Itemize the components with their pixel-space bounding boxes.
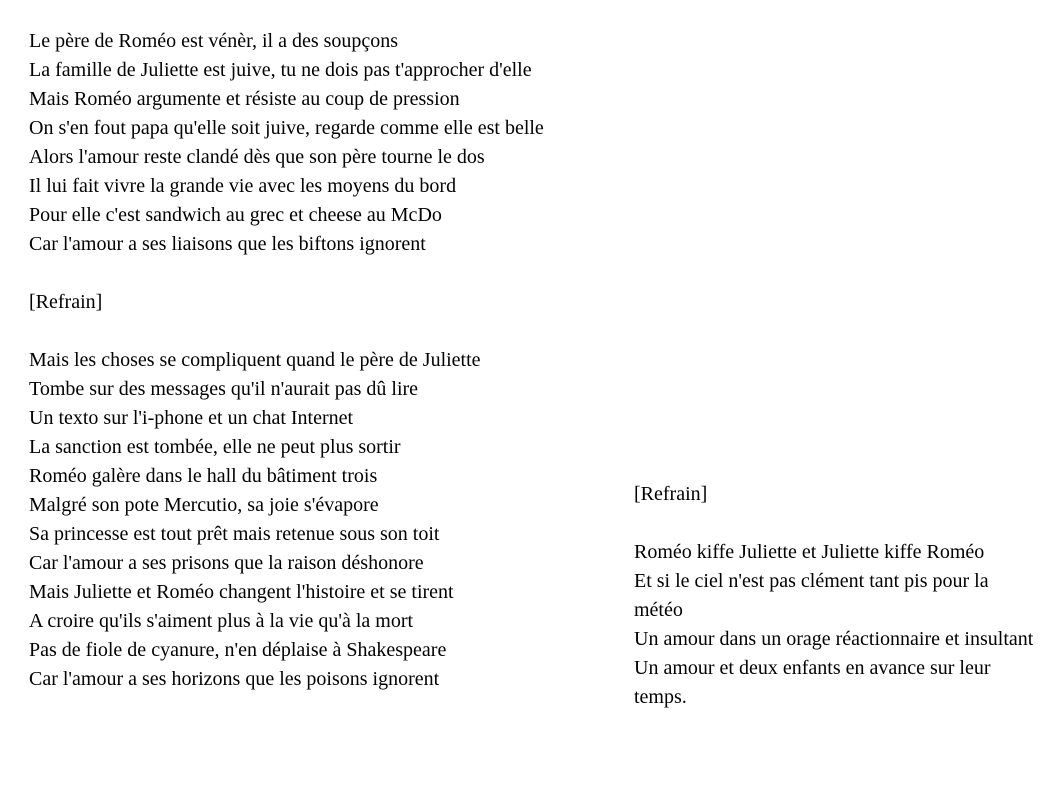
verse-2 [29,27,654,259]
lyric-line: Et si le ciel n'est pas clément tant pis pour la météo [634,570,989,621]
lyric-line: Tombe sur des messages qu'il n'aurait pas dû lire [29,378,419,400]
lyric-line: Pour elle c'est sandwich au grec et cheese au McDo [29,204,442,226]
verse-3 [29,346,654,694]
blank-line [29,317,654,346]
lyric-line: Roméo kiffe Juliette et Juliette kiffe Roméo [634,541,985,563]
lyric-line: Un texto sur l'i-phone et un chat Internet [29,407,354,429]
lyric-line: Car l'amour a ses horizons que les poisons ignorent [29,668,440,690]
lyric-line: Roméo galère dans le hall du bâtiment trois [29,465,378,487]
blank-line [29,259,654,288]
lyric-line: La famille de Juliette est juive, tu ne dois pas t'approcher d'elle [29,59,532,81]
blank-line [634,509,1042,538]
lyric-line: La sanction est tombée, elle ne peut plus sortir [29,436,401,458]
lyric-line: Un amour et deux enfants en avance sur leur temps. [634,657,991,708]
lyric-line: Car l'amour a ses liaisons que les biftons ignorent [29,233,426,255]
lyric-line: Mais Roméo argumente et résiste au coup de pression [29,88,460,110]
lyric-line: Car l'amour a ses prisons que la raison déshonore [29,552,424,574]
lyric-line: Sa princesse est tout prêt mais retenue sous son toit [29,523,440,545]
lyric-line: Il lui fait vivre la grande vie avec les moyens du bord [29,175,457,197]
left-column [29,27,654,694]
lyric-line: Le père de Roméo est vénèr, il a des soupçons [29,30,399,52]
outro [634,538,1042,712]
lyric-line: Un amour dans un orage réactionnaire et insultant [634,628,1034,650]
refrain-marker: [Refrain] [29,291,103,313]
lyric-line: Alors l'amour reste clandé dès que son père tourne le dos [29,146,485,168]
lyric-line: On s'en fout papa qu'elle soit juive, regarde comme elle est belle [29,117,544,139]
lyric-line: Pas de fiole de cyanure, n'en déplaise à Shakespeare [29,639,447,661]
lyric-line: Malgré son pote Mercutio, sa joie s'évapore [29,494,379,516]
refrain-marker: [Refrain] [634,483,708,505]
right-column [634,480,1042,712]
lyric-line: Mais Juliette et Roméo changent l'histoire et se tirent [29,581,454,603]
lyric-line: Mais les choses se compliquent quand le père de Juliette [29,349,481,371]
lyric-line: A croire qu'ils s'aiment plus à la vie qu'à la mort [29,610,414,632]
